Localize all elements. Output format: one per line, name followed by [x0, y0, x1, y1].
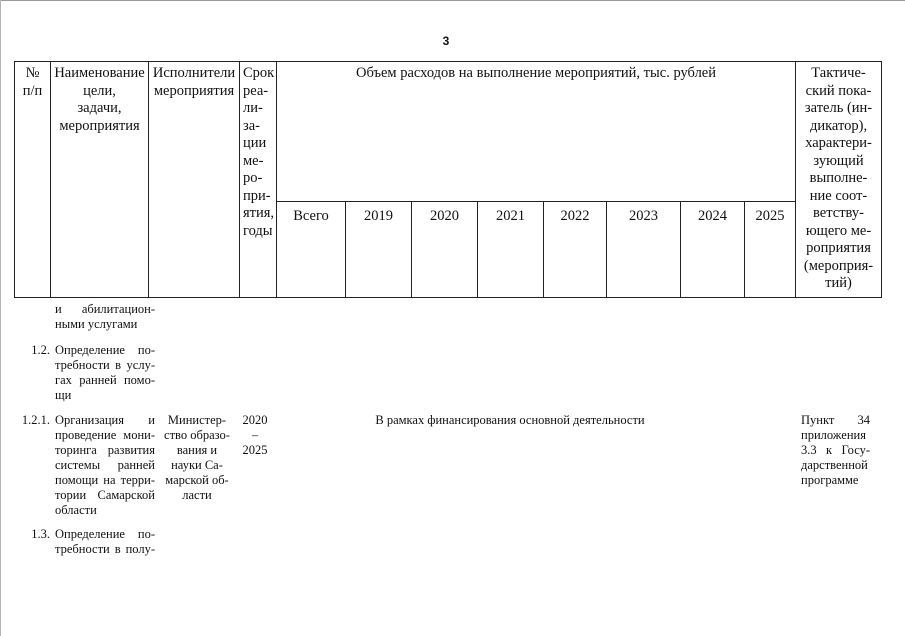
row-1-2-number: 1.2. [31, 343, 50, 357]
page-left-edge [0, 0, 1, 636]
row-1-2-name: Определение по- требности в услу- гах ранней помо- щи [55, 343, 155, 402]
header-total: Всего [277, 202, 346, 298]
header-indicator: Тактиче- ский пока- затель (ин- дикатор), характери- зующий выполне- ние соот- ветству- ющего ме- роприятия (мероприя- тий) [796, 62, 882, 298]
header-year-2023: 2023 [607, 202, 681, 298]
header-year-2020: 2020 [412, 202, 478, 298]
header-term: Срок реа- ли- за- ции ме- ро- при- ятия, годы [240, 62, 277, 298]
continuation-text: и абилитацион- ными услугами [55, 302, 155, 331]
header-year-2024: 2024 [681, 202, 745, 298]
row-1-2-1-term: 2020 – 2025 [242, 413, 268, 457]
row-1-2-1-indicator: Пункт 34 приложения 3.3 к Госу- дарственной программе [801, 413, 870, 487]
page-top-edge [0, 0, 905, 1]
header-year-2025: 2025 [745, 202, 796, 298]
row-1-2-1-executor: Министер- ство образо- вания и науки Са- марской об- ласти [164, 413, 230, 502]
row-1-3-number: 1.3. [31, 527, 50, 541]
page-number: 3 [442, 34, 450, 48]
row-1-2-1-financing: В рамках финансирования основной деятельности [375, 413, 645, 427]
row-1-2-1-number: 1.2.1. [21, 413, 50, 427]
row-1-2-1-name: Организация и проведение мони- торинга развития системы ранней помощи на терри- тории Самарской области [55, 413, 155, 517]
header-executors: Исполнители мероприятия [149, 62, 240, 298]
header-year-2022: 2022 [544, 202, 607, 298]
header-name: Наименование цели, задачи, мероприятия [51, 62, 149, 298]
table-header [14, 61, 882, 298]
header-number: № п/п [15, 62, 51, 298]
header-year-2019: 2019 [346, 202, 412, 298]
row-1-3-name: Определение по- требности в полу- [55, 527, 155, 556]
header-expenses: Объем расходов на выполнение мероприятий, тыс. рублей [277, 62, 796, 202]
header-year-2021: 2021 [478, 202, 544, 298]
